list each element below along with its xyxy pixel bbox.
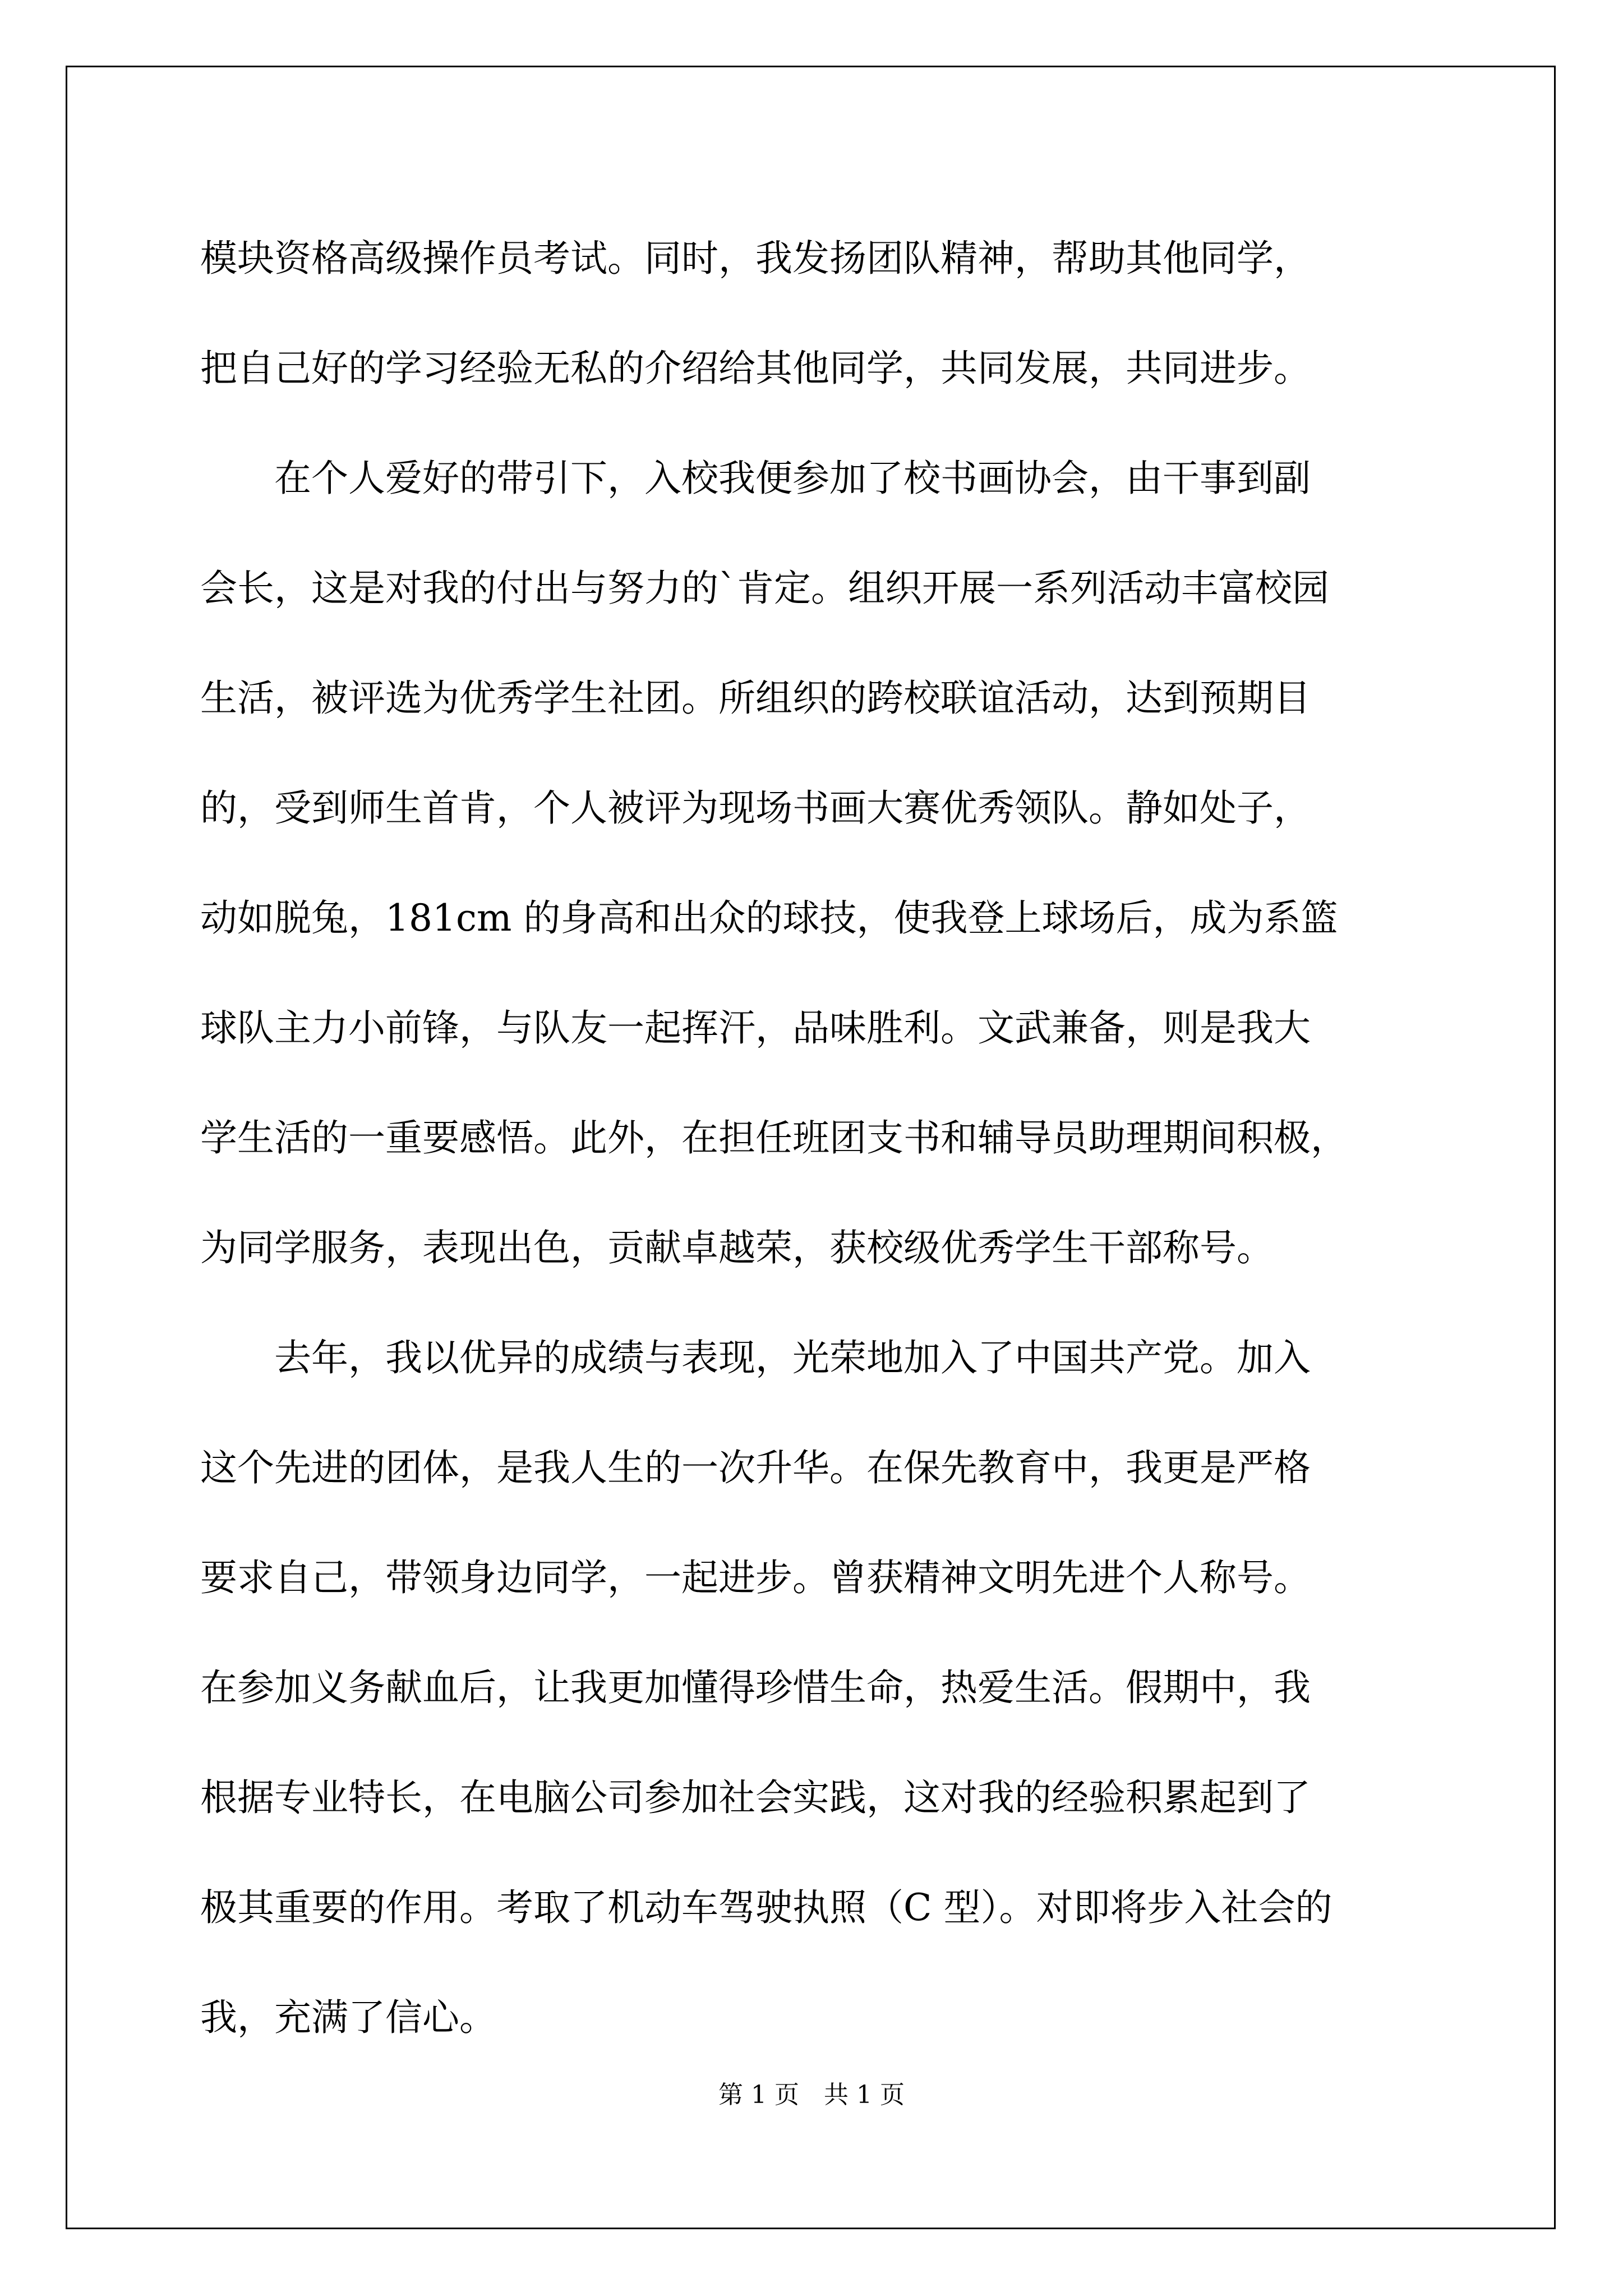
- text-line: 学生活的一重要感悟。此外，在担任班团支书和辅导员助理期间积极，: [200, 1116, 1348, 1159]
- text-line: 在参加义务献血后，让我更加懂得珍惜生命，热爱生活。假期中，我: [200, 1666, 1311, 1709]
- text-line: 为同学服务，表现出色，贡献卓越荣，获校级优秀学生干部称号。: [200, 1226, 1274, 1269]
- text-line: 的，受到师生首肯，个人被评为现场书画大赛优秀领队。静如处子，: [200, 786, 1311, 830]
- paragraph-first-line: 在个人爱好的带引下，入校我便参加了校书画协会，由干事到副: [274, 457, 1311, 500]
- document-body: [200, 204, 1434, 2073]
- text-line: 根据专业特长，在电脑公司参加社会实践，这对我的经验积累起到了: [200, 1776, 1311, 1819]
- text-line: 球队主力小前锋，与队友一起挥汗，品味胜利。文武兼备，则是我大: [200, 1006, 1311, 1050]
- text-line: 要求自己，带领身边同学，一起进步。曾获精神文明先进个人称号。: [200, 1556, 1311, 1599]
- text-line: 这个先进的团体，是我人生的一次升华。在保先教育中，我更是严格: [200, 1446, 1311, 1489]
- text-line: 极其重要的作用。考取了机动车驾驶执照（C 型）。对即将步入社会的: [200, 1886, 1332, 1929]
- paragraph-first-line: 去年，我以优异的成绩与表现，光荣地加入了中国共产党。加入: [274, 1336, 1311, 1379]
- text-line: 会长，这是对我的付出与努力的`肯定。组织开展一系列活动丰富校园: [200, 567, 1329, 610]
- text-line: 模块资格高级操作员考试。同时，我发扬团队精神，帮助其他同学，: [200, 237, 1311, 280]
- text-line: 我，充满了信心。: [200, 1996, 496, 2039]
- text-line: 生活，被评选为优秀学生社团。所组织的跨校联谊活动，达到预期目: [200, 677, 1311, 720]
- page-number-footer: 第 1 页 共 1 页: [718, 2081, 905, 2109]
- text-line: 把自己好的学习经验无私的介绍给其他同学，共同发展，共同进步。: [200, 347, 1311, 390]
- text-line: 动如脱兔，181cm 的身高和出众的球技，使我登上球场后，成为系篮: [200, 896, 1338, 940]
